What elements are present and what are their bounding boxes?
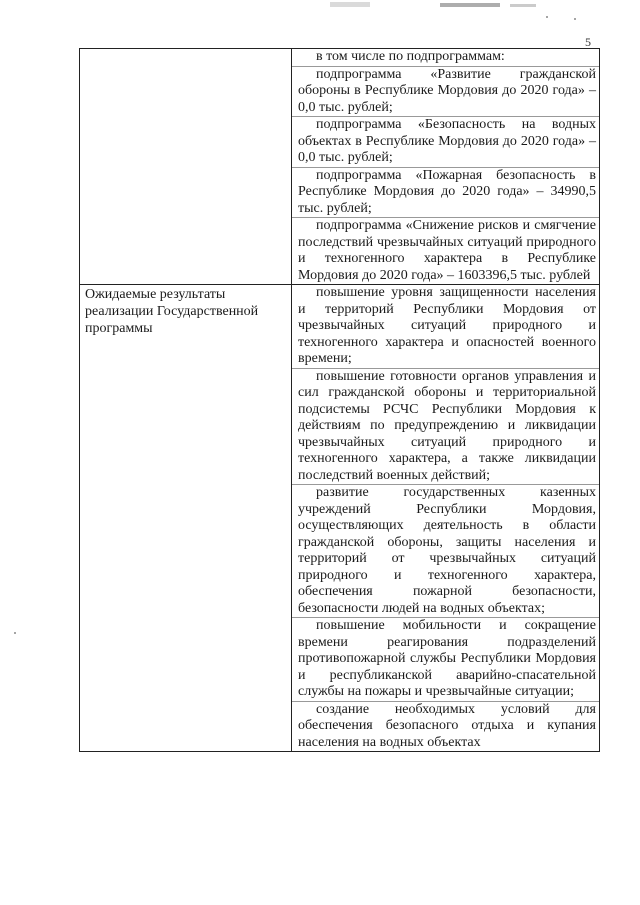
results-content-cell (292, 285, 600, 752)
result-paragraph: создание необходимых условий для обеспечения безопасного отдыха и купания населения на водных объектах (292, 701, 599, 752)
page-number: 5 (585, 35, 591, 49)
scan-speck (574, 18, 576, 20)
scan-speck (546, 16, 548, 18)
scan-artifact (510, 4, 536, 7)
program-passport-table (79, 48, 600, 752)
funding-row (80, 49, 600, 285)
result-paragraph: повышение мобильности и сокращение времени реагирования подразделений противопожарной службы Республики Мордовия и республиканской аварийно-спасательной службы на пожары и чрезвычайные ситуации; (292, 617, 599, 701)
result-paragraph: повышение готовности органов управления и сил гражданской обороны и территориальной подсистемы РСЧС Республики Мордовия к действиям по предупреждению и ликвидации чрезвычайных ситуаций природного и техногенного характера, а также ликвидации последствий военных действий; (292, 368, 599, 485)
scan-artifact (440, 3, 500, 7)
funding-paragraph: в том числе по подпрограммам: (316, 49, 505, 64)
funding-paragraph: подпрограмма «Безопасность на водных объектах в Республике Мордовия до 2020 года» – 0,0 тыс. рублей; (292, 116, 599, 167)
funding-paragraph: подпрограмма «Снижение рисков и смягчение последствий чрезвычайных ситуаций природного и техногенного характера в Республике Мордовия до 2020 года» – 1603396,5 тыс. рублей (292, 217, 599, 284)
funding-label-cell (80, 49, 292, 285)
funding-content-cell (292, 49, 600, 285)
scan-artifact (330, 2, 370, 7)
result-paragraph: развитие государственных казенных учреждений Республики Мордовия, осуществляющих деятельность в области гражданской обороны, защиты населения и территорий от чрезвычайных ситуаций природного и техногенного характера, обеспечения пожарной безопасности, безопасности людей на водных объектах; (292, 484, 599, 617)
funding-paragraph: подпрограмма «Развитие гражданской обороны в Республике Мордовия до 2020 года» – 0,0 тыс. рублей; (292, 66, 599, 117)
result-paragraph: повышение уровня защищенности населения и территорий Республики Мордовия от чрезвычайных ситуаций природного и техногенного характера и опасностей военного времени; (298, 285, 596, 366)
funding-paragraph: подпрограмма «Пожарная безопасность в Республике Мордовия до 2020 года» – 34990,5 тыс. рублей; (292, 167, 599, 218)
scan-speck (14, 632, 16, 634)
results-label: Ожидаемые результаты реализации Государственной программы (80, 285, 292, 752)
results-row (80, 285, 600, 752)
